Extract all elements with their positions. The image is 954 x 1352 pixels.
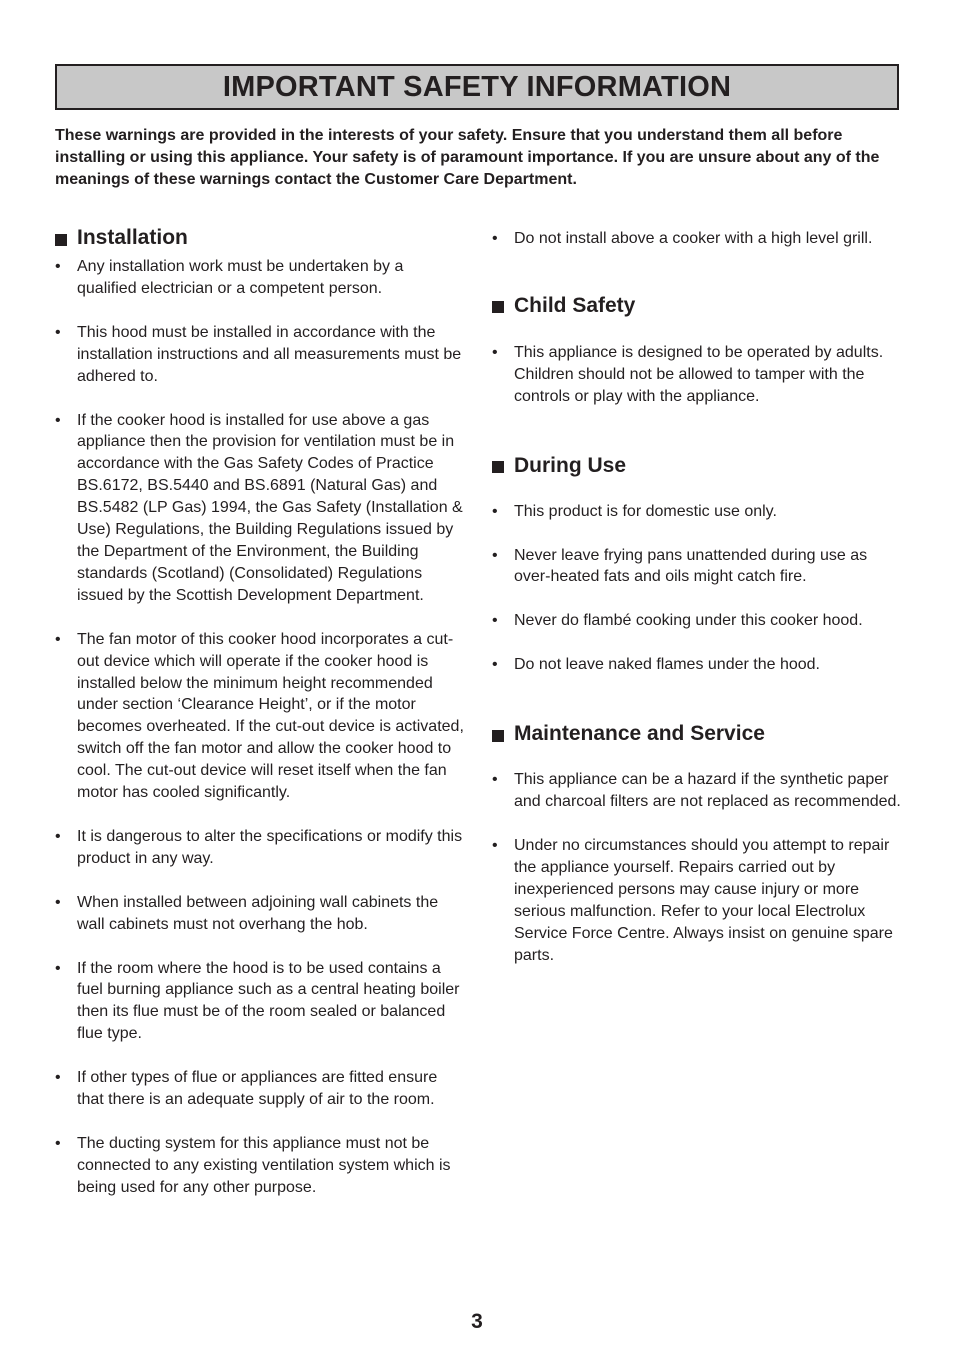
list-item: • This appliance is designed to be operated by adults. Children should not be allowed to tamper with the controls or play with the appliance. xyxy=(492,343,884,405)
during-use-heading xyxy=(492,454,902,478)
bullet-icon: • xyxy=(55,1135,61,1152)
list-item: • The ducting system for this appliance must not be connected to any existing ventilation system which is being used for any other purpose. xyxy=(55,1135,451,1196)
during-use-heading-text: During Use xyxy=(514,453,627,477)
bullet-icon: • xyxy=(55,1069,61,1087)
bullet-icon: • xyxy=(492,230,498,247)
maintenance-list xyxy=(492,769,902,966)
list-item: • Never do flambé cooking under this cooker hood. xyxy=(492,610,902,632)
installation-heading-text: Installation xyxy=(77,226,188,249)
during-use-list xyxy=(492,501,902,677)
installation-list-continued xyxy=(492,228,902,250)
bullet-icon: • xyxy=(492,546,498,564)
square-bullet-icon xyxy=(492,730,504,742)
bullet-icon: • xyxy=(55,893,61,911)
installation-list xyxy=(55,256,465,1199)
left-column xyxy=(55,226,465,1199)
installation-heading xyxy=(55,226,465,250)
bullet-icon: • xyxy=(492,771,498,789)
list-item: • Do not leave naked flames under the hood. xyxy=(492,654,902,676)
square-bullet-icon xyxy=(492,301,504,313)
child-safety-heading-text: Child Safety xyxy=(514,293,636,317)
right-column xyxy=(492,228,902,966)
bullet-icon: • xyxy=(492,502,498,520)
list-item: • It is dangerous to alter the specifications or modify this product in any way. xyxy=(55,827,463,867)
list-item: • This appliance can be a hazard if the synthetic paper and charcoal filters are not replaced as recommended. xyxy=(492,771,901,811)
list-item: • This hood must be installed in accordance with the installation instructions and all measurements must be adhered to. xyxy=(55,323,462,385)
maintenance-heading-text: Maintenance and Service xyxy=(514,722,765,746)
bullet-icon: • xyxy=(492,836,498,854)
list-item: • The fan motor of this cooker hood incorporates a cut-out device which will operate if the cooker hood is installed below the minimum height recommended under section ‘Clearance Height’, or if the motor becomes overheated. If the cut-out device is activated, switch off the fan motor and allow the cooker hood to cool. The cut-out device will reset itself when the fan motor has cooled significantly. xyxy=(55,630,464,802)
list-item: • Never leave frying pans unattended during use as over-heated fats and oils might catch fire. xyxy=(492,546,868,586)
list-item: • If the cooker hood is installed for use above a gas appliance then the provision for ventilation must be in accordance with the Gas Safety Codes of Practice BS.6172, BS.5440 and BS.6891 (Natural Gas) and BS.5482 (LP Gas) 1994, the Gas Safety (Installation & Use) Regulations, the Building Regulations issued by the Department of the Environment, the Building standards (Scotland) (Consolidated) Regulations issued by the Scottish Development Department. xyxy=(55,411,463,604)
list-item: • When installed between adjoining wall cabinets the wall cabinets must not overhang the hob. xyxy=(55,893,439,933)
bullet-icon: • xyxy=(55,827,61,845)
bullet-icon: • xyxy=(55,630,61,648)
maintenance-heading xyxy=(492,722,902,746)
list-item: • If other types of flue or appliances are fitted ensure that there is an adequate supply of air to the room. xyxy=(55,1069,438,1109)
list-item: • Do not install above a cooker with a high level grill. xyxy=(492,228,902,250)
square-bullet-icon xyxy=(55,234,67,246)
intro-paragraph: These warnings are provided in the interests of your safety. Ensure that you understand them all before installing or using this appliance. Your safety is of paramount importance. If you are unsure about any of the meanings of these warnings contact the Customer Care Department. xyxy=(55,127,880,188)
bullet-icon: • xyxy=(55,411,61,429)
bullet-icon: • xyxy=(55,323,61,341)
child-safety-list xyxy=(492,342,902,408)
bullet-icon: • xyxy=(55,959,61,977)
list-item: • Under no circumstances should you attempt to repair the appliance yourself. Repairs carried out by inexperienced persons may cause injury or more serious malfunction. Refer to your local Electrolux Service Force Centre. Always insist on genuine spare parts. xyxy=(492,836,893,964)
page-number: 3 xyxy=(471,1310,483,1333)
title-banner xyxy=(55,64,899,110)
square-bullet-icon xyxy=(492,461,504,473)
list-item: • Any installation work must be undertaken by a qualified electrician or a competent person. xyxy=(55,258,404,297)
list-item: • This product is for domestic use only. xyxy=(492,501,902,523)
bullet-icon: • xyxy=(55,258,61,275)
bullet-icon: • xyxy=(492,656,498,674)
child-safety-heading xyxy=(492,294,902,318)
bullet-icon: • xyxy=(492,343,498,361)
list-item: • If the room where the hood is to be used contains a fuel burning appliance such as a central heating boiler then its flue must be of the room sealed or balanced flue type. xyxy=(55,959,460,1043)
page-title: IMPORTANT SAFETY INFORMATION xyxy=(222,70,732,103)
bullet-icon: • xyxy=(492,612,498,630)
